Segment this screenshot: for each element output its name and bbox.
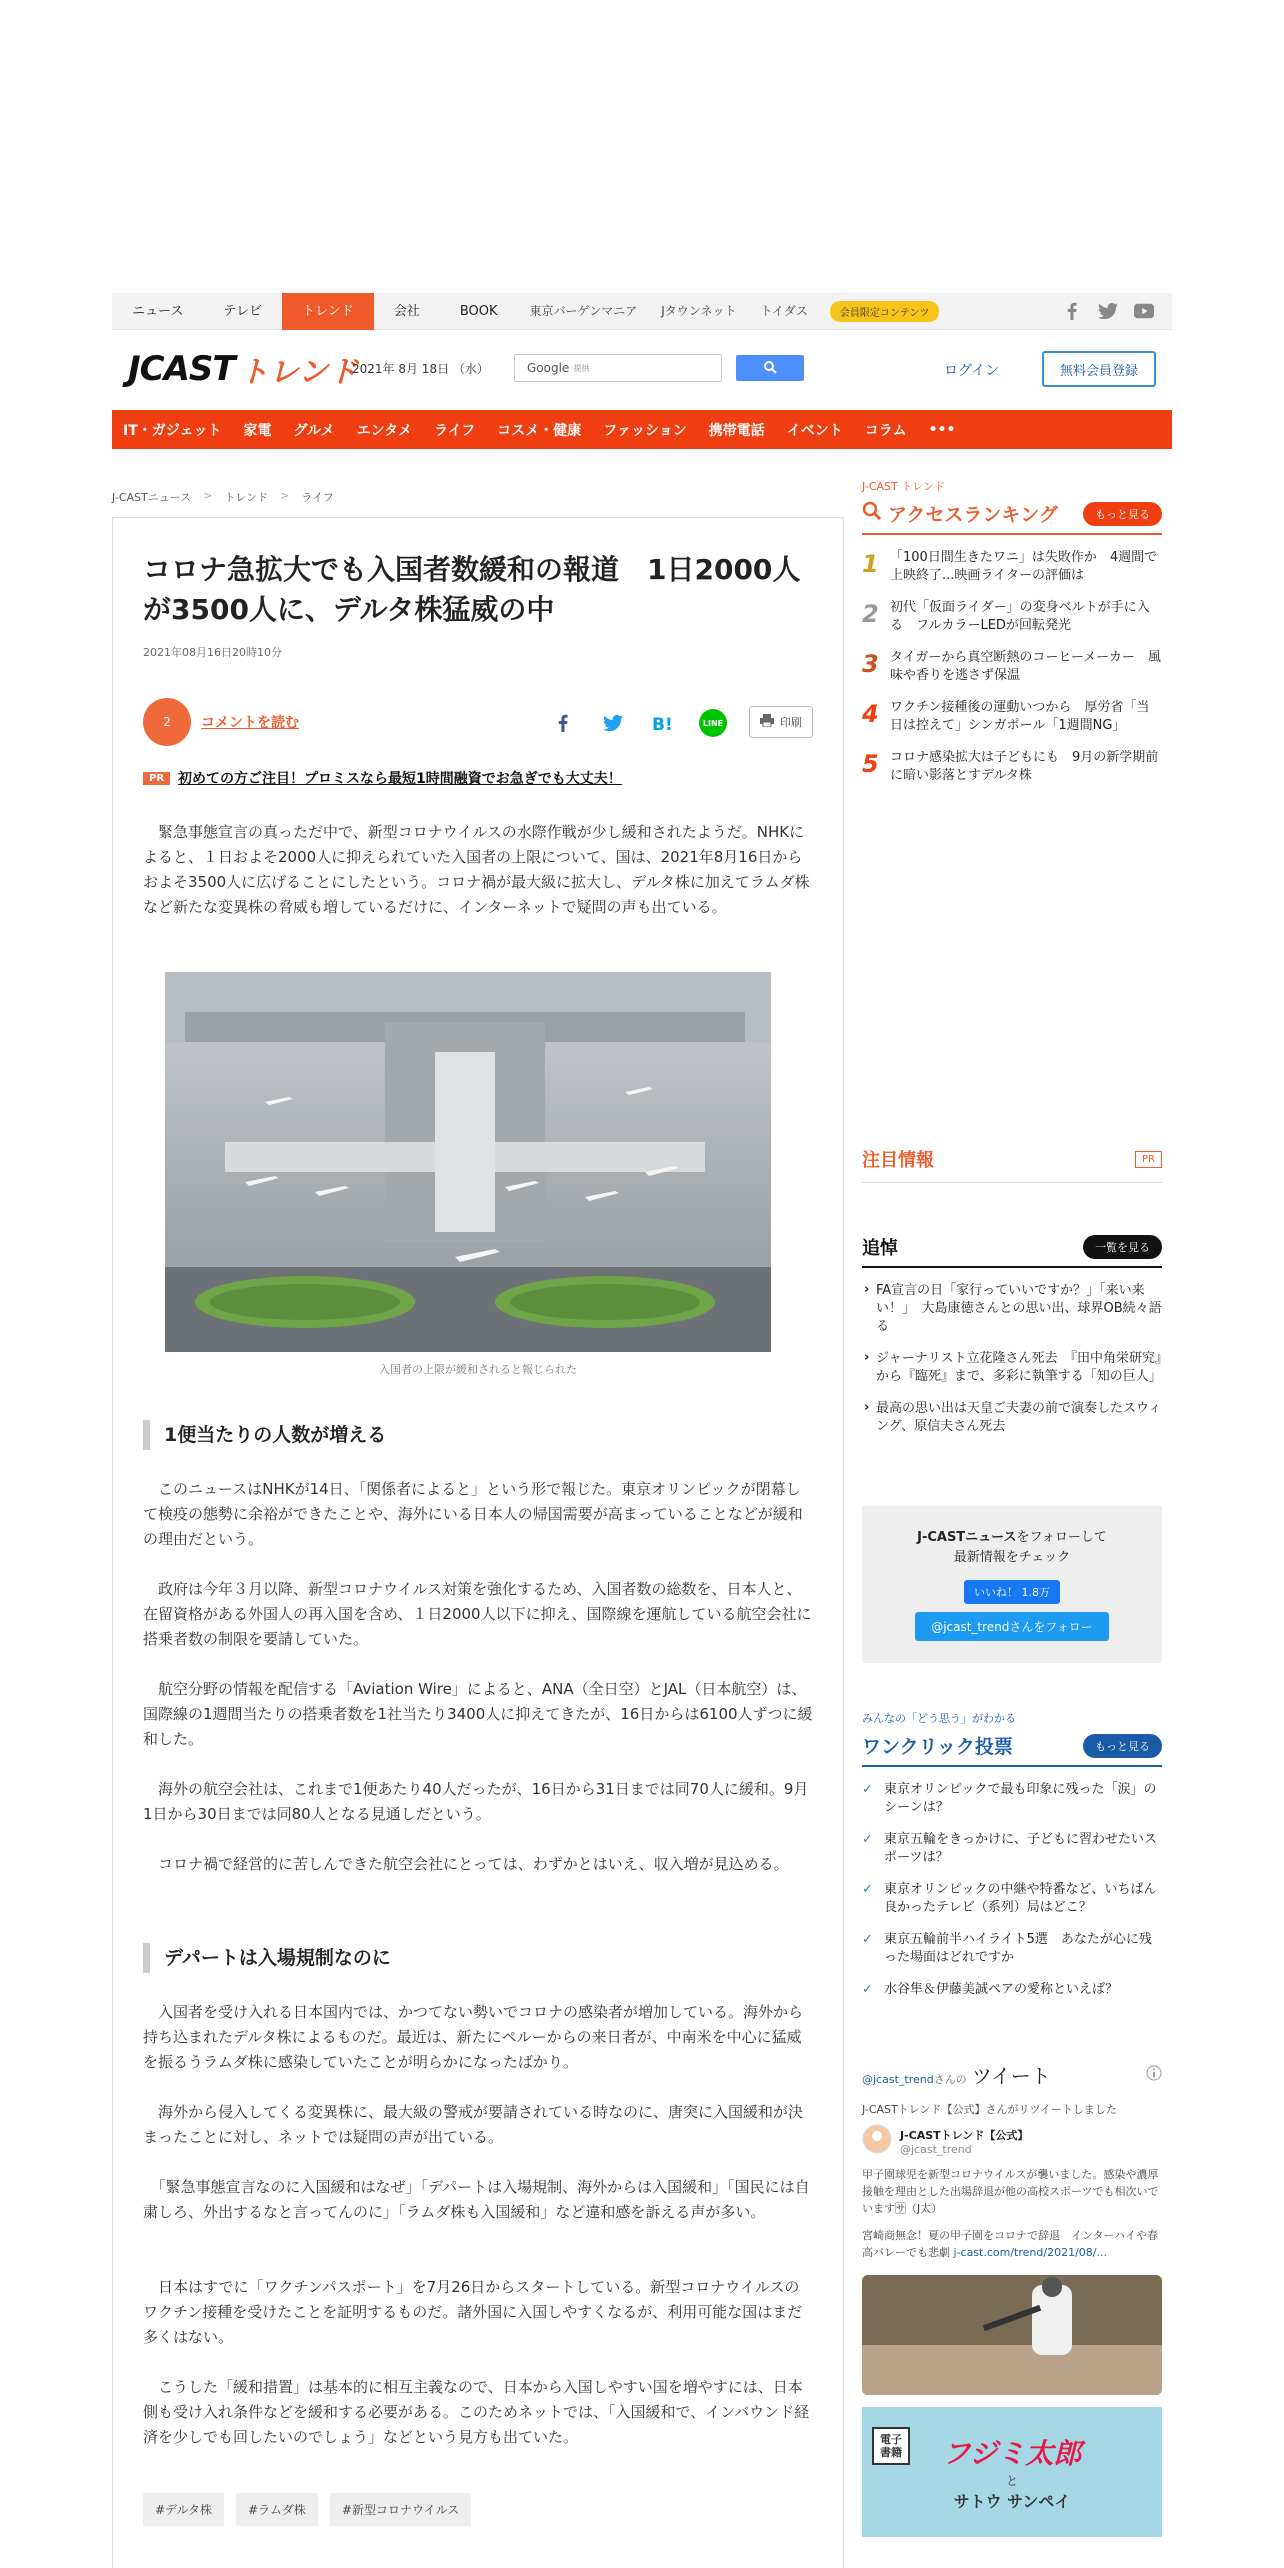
vote-header xyxy=(862,1732,1162,1767)
tag-list xyxy=(143,2493,471,2526)
vote-item[interactable] xyxy=(862,1881,1162,1917)
rank-number: 4 xyxy=(862,700,879,728)
check-icon: ✓ xyxy=(862,1932,873,1947)
tweet-word: ツイート xyxy=(971,2064,1051,2088)
tag-delta[interactable]: #デルタ株 xyxy=(143,2493,224,2526)
vote-text: 東京オリンピックの中継や特番など、いちばん良かったテレビ（系列）局はどこ？ xyxy=(884,1882,1157,1915)
article-paragraph: 政府は今年３月以降、新型コロナウイルス対策を強化するため、入国者数の総数を、日本人と、在留資格がある外国人の再入国を含め、１日2000人以下に抑え、国際線を運航している航空会社に搭乗者数の制限を要請していた。 xyxy=(143,1580,812,1648)
obituary-item[interactable]: › ジャーナリスト立花隆さん死去 『田中角栄研究』から『臨死』まで、多彩に執筆する「知の巨人」 xyxy=(862,1350,1162,1386)
nav-tv[interactable]: テレビ xyxy=(223,303,263,319)
tweet-user-link[interactable]: @jcast_trend xyxy=(862,2073,934,2086)
ranking-item[interactable] xyxy=(862,599,1162,635)
category-fashion[interactable]: ファッション xyxy=(603,422,687,439)
ranking-more-button[interactable]: もっと見る xyxy=(1083,502,1162,526)
ranking-header xyxy=(862,500,1162,535)
section-heading: 1便当たりの人数が増える xyxy=(143,1420,813,1450)
rank-text: コロナ感染拡大は子どもにも 9月の新学期前に暗い影落とすデルタ株 xyxy=(890,750,1159,783)
pr-ad-line xyxy=(143,768,622,788)
tweet-suffix: さんの xyxy=(933,2073,967,2086)
article-title: コロナ急拡大でも入国者数緩和の報道 1日2000人が3500人に、デルタ株猛威の中 xyxy=(143,553,801,626)
obituary-title: 追悼 xyxy=(862,1238,898,1259)
ad-sub: と xyxy=(1005,2474,1018,2488)
nav-j-town-net[interactable]: Jタウンネット xyxy=(661,303,737,318)
member-content-badge[interactable]: 会員限定コンテンツ xyxy=(830,301,940,322)
site-logo[interactable] xyxy=(128,346,358,392)
category-it-gadget[interactable]: IT・ガジェット xyxy=(123,422,222,439)
ebook-badge: 電子書籍 xyxy=(872,2427,910,2465)
article-paragraph: 海外の航空会社は、これまで1便あたり40人だったが、16日から31日までは同70人に緩和。9月1日から30日までは同80人となる見通しだという。 xyxy=(143,1780,809,1823)
nav-company[interactable]: 会社 xyxy=(393,303,420,319)
attention-title: 注目情報 xyxy=(862,1150,934,1171)
category-cosme-health[interactable]: コスメ・健康 xyxy=(497,422,582,439)
vote-text: 水谷隼＆伊藤美誠ペアの愛称といえば？ xyxy=(884,1982,1119,1997)
vote-title: ワンクリック投票 xyxy=(862,1736,1013,1758)
current-date: 2021年 8月 18日 （水） xyxy=(352,362,489,376)
ranking-item[interactable] xyxy=(862,699,1162,735)
vote-item[interactable] xyxy=(862,1931,1162,1967)
tweet-author-info xyxy=(900,2127,1028,2156)
photo-caption: 入国者の上限が緩和されると報じられた xyxy=(379,1363,577,1376)
tweet-author[interactable] xyxy=(862,2124,1162,2158)
rank-text: ワクチン接種後の運動いつから 厚労省「当日は控えて」シンガポール「1週間NG」 xyxy=(890,700,1150,733)
hatena-bookmark-icon[interactable] xyxy=(648,708,678,738)
ranking-icon xyxy=(862,501,882,526)
attention-header xyxy=(862,1146,1162,1183)
vote-text: 東京五輪前半ハイライト5選 あなたが心に残った場面はどれですか xyxy=(884,1932,1152,1965)
search-icon xyxy=(764,359,777,378)
airport-photo[interactable] xyxy=(165,972,771,1352)
print-button[interactable] xyxy=(749,706,813,738)
category-mobile[interactable]: 携帯電話 xyxy=(708,422,765,439)
article-paragraph: 航空分野の情報を配信する「Aviation Wire」によると、ANA（全日空）とJAL（日本航空）は、国際線の1週間当たりの搭乗者数を1社当たり3400人に抑えてきたが、16日からは6100人ずつに緩和した。 xyxy=(143,1680,813,1748)
follow-text: をフォローして xyxy=(1016,1530,1107,1545)
ad-text xyxy=(943,2432,1082,2512)
facebook-like-button[interactable]: いいね！ 1.8万 xyxy=(964,1580,1060,1604)
avatar xyxy=(862,2124,892,2158)
ranking-label: J-CAST トレンド xyxy=(862,480,945,493)
logo-jcast: JCAST xyxy=(128,349,235,389)
nav-trend[interactable]: トレンド xyxy=(282,293,374,330)
tag-lambda[interactable]: #ラムダ株 xyxy=(236,2493,318,2526)
breadcrumb-life[interactable]: ライフ xyxy=(301,491,334,504)
comment-icon[interactable] xyxy=(143,698,191,746)
follow-brand: J-CASTニュース xyxy=(917,1530,1017,1545)
ranking-item[interactable] xyxy=(862,749,1162,785)
line-share-icon[interactable] xyxy=(698,708,728,738)
check-icon: ✓ xyxy=(862,1832,873,1847)
tweet-author-handle: @jcast_trend xyxy=(900,2142,972,2156)
pr-ad-link[interactable]: 初めての方ご注目！プロミスなら最短1時間融資でお急ぎでも大丈夫！ xyxy=(178,771,622,787)
tweet-header xyxy=(862,2060,1162,2089)
tweet-link-title: 宮崎商無念！夏の甲子園をコロナで辞退 インターハイや春高バレーでも悲劇 xyxy=(862,2229,1159,2259)
twitter-follow-button[interactable]: @jcast_trendさんをフォロー xyxy=(915,1612,1109,1641)
rank-number: 5 xyxy=(862,750,879,778)
article-paragraph: 日本はすでに「ワクチンパスポート」を7月26日からスタートしている。新型コロナウイルスのワクチン接種を受けたことを証明するものだ。諸外国に入国しやすくなるが、利用可能な国はまだ多くはない。 xyxy=(143,2278,803,2346)
print-label: 印刷 xyxy=(780,716,802,729)
search-button[interactable] xyxy=(736,355,804,381)
search-input[interactable] xyxy=(514,354,722,382)
logo-trend: トレンド xyxy=(238,355,358,390)
ranking-item[interactable] xyxy=(862,649,1162,685)
breadcrumb-separator: > xyxy=(280,489,290,502)
search-provided-label: 提供 xyxy=(573,363,590,373)
rank-text: 初代「仮面ライダー」の変身ベルトが手に入る フルカラーLEDが回転発光 xyxy=(890,600,1150,633)
article-paragraph: コロナ禍で経営的に苦しんできた航空会社にとっては、わずかとはいえ、収入増が見込める。 xyxy=(143,1855,789,1873)
info-icon[interactable] xyxy=(1146,2065,1162,2085)
book-ad-banner[interactable] xyxy=(862,2407,1162,2537)
tweet-text: 甲子園球児を新型コロナウイルスが襲いました。感染や濃厚接触を理由とした出場辞退が他の高校スポーツでも相次いでいます🈂（J太） xyxy=(862,2168,1159,2215)
article-paragraph: 入国者を受け入れる日本国内では、かつてない勢いでコロナの感染者が増加している。海外から持ち込まれたデルタ株によるものだ。最近は、新たにペルーからの来日者が、中南米を中心に猛威を振るうラムダ株に感染していたことが明らかになったばかり。 xyxy=(143,2003,804,2071)
breadcrumb-trend[interactable]: トレンド xyxy=(224,491,269,504)
share-buttons xyxy=(548,708,728,738)
tweet-link-wrap xyxy=(862,2227,1162,2261)
ad-author: サトウ サンペイ xyxy=(953,2492,1071,2511)
article-paragraph: 海外から侵入してくる変異株に、最大級の警戒が要請されている時なのに、唐突に入国緩和が決まったことに対し、ネットでは疑問の声が出ている。 xyxy=(143,2103,804,2146)
vote-item[interactable] xyxy=(862,1781,1162,1817)
category-entertainment[interactable]: エンタメ xyxy=(356,422,413,439)
tweet-link[interactable]: j-cast.com/trend/2021/08/... xyxy=(953,2246,1107,2259)
breadcrumb xyxy=(112,489,334,505)
comment-count: 2 xyxy=(163,715,171,729)
follow-box xyxy=(862,1506,1162,1663)
ranking-title-wrap xyxy=(862,500,1058,527)
pr-badge: PR xyxy=(143,772,170,785)
check-icon: ✓ xyxy=(862,1982,873,1997)
section-heading: デパートは入場規制なのに xyxy=(143,1943,813,1973)
comment-area xyxy=(143,698,299,746)
login-link[interactable]: ログイン xyxy=(944,363,1000,379)
ad-title: フジミ太郎 xyxy=(942,2437,1082,2470)
rank-number: 1 xyxy=(862,550,879,578)
category-bar xyxy=(112,410,1172,449)
twitter-share-icon[interactable] xyxy=(598,708,628,738)
article-paragraph: このニュースはNHKが14日、「関係者によると」という形で報じた。東京オリンピックが閉幕して検疫の態勢に余裕ができたことや、海外にいる日本人の帰国需要が高まっていることなどが緩和の理由だという。 xyxy=(143,1480,803,1548)
breadcrumb-jcast-news[interactable]: J-CASTニュース xyxy=(112,491,192,504)
ranking-item[interactable] xyxy=(862,549,1162,585)
obituary-header xyxy=(862,1234,1162,1268)
category-life[interactable]: ライフ xyxy=(434,422,476,439)
check-icon: ✓ xyxy=(862,1882,873,1897)
nav-news[interactable]: ニュース xyxy=(132,303,184,319)
vote-item[interactable] xyxy=(862,1831,1162,1867)
vote-label: みんなの「どう思う」がわかる xyxy=(862,1712,1016,1725)
svg-text:LINE: LINE xyxy=(702,719,724,728)
category-column[interactable]: コラム xyxy=(864,422,907,439)
obituary-item[interactable]: › FA宣言の日「家行っていいですか？」「来い来い！」 大島康徳さんとの思い出、球界OB続々語る xyxy=(862,1282,1162,1336)
follow-title xyxy=(880,1528,1144,1568)
tweet-author-name: J-CASTトレンド【公式】 xyxy=(900,2128,1029,2142)
facebook-icon[interactable] xyxy=(1062,301,1082,321)
article-date: 2021年08月16日20時10分 xyxy=(143,646,282,659)
ranking-title: アクセスランキング xyxy=(888,504,1058,526)
vote-item[interactable] xyxy=(862,1981,1162,1999)
breadcrumb-separator: > xyxy=(203,489,213,502)
printer-icon xyxy=(760,714,774,730)
nav-book[interactable]: BOOK xyxy=(459,303,498,319)
category-appliance[interactable]: 家電 xyxy=(243,422,272,439)
tweet-widget xyxy=(862,2060,1162,2537)
tweet-header-left xyxy=(862,2060,1051,2089)
nav-bargain-mania[interactable]: 東京バーゲンマニア xyxy=(529,303,638,318)
follow-subtext: 最新情報をチェック xyxy=(953,1550,1071,1565)
article-paragraph: 「緊急事態宣言なのに入国緩和はなぜ」「デパートは入場規制、海外からは入国緩和」「国民には自粛しろ、外出するなと言ってんのに」「ラムダ株も入国緩和」など違和感を訴える声が多い。 xyxy=(143,2178,810,2221)
obituary-list-button[interactable]: 一覧を見る xyxy=(1083,1235,1162,1259)
article xyxy=(112,517,844,2568)
rank-text: 「100日間生きたワニ」は失敗作か 4週間で上映終了...映画ライターの評価は xyxy=(890,550,1158,583)
read-comments-link[interactable]: コメントを読む xyxy=(201,715,299,731)
twitter-icon[interactable] xyxy=(1098,301,1118,321)
youtube-icon[interactable] xyxy=(1134,301,1154,321)
search-google-label: Google xyxy=(527,361,570,375)
rank-text: タイガーから真空断熱のコーヒーメーカー 風味や香りを逃さず保温 xyxy=(890,650,1161,683)
top-nav xyxy=(112,293,1172,330)
vote-more-button[interactable]: もっと見る xyxy=(1083,1734,1162,1758)
check-icon: ✓ xyxy=(862,1782,873,1797)
tag-covid[interactable]: #新型コロナウイルス xyxy=(330,2493,471,2526)
attention-pr-badge: PR xyxy=(1135,1151,1162,1168)
ranking-widget xyxy=(862,478,1162,785)
rank-number: 3 xyxy=(862,650,879,678)
retweet-note: J-CASTトレンド【公式】さんがリツイートしました xyxy=(862,2103,1117,2116)
vote-text: 東京五輪をきっかけに、子どもに習わせたいスポーツは？ xyxy=(884,1832,1158,1865)
social-links xyxy=(1062,301,1172,321)
svg-text:B!: B! xyxy=(652,715,673,732)
tweet-image[interactable] xyxy=(862,2275,1162,2395)
vote-widget xyxy=(862,1710,1162,1999)
register-button[interactable]: 無料会員登録 xyxy=(1042,351,1156,387)
obituary-item[interactable]: › 最高の思い出は天皇ご夫妻の前で演奏したスウィング、原信夫さん死去 xyxy=(862,1400,1162,1436)
vote-text: 東京オリンピックで最も印象に残った「涙」のシーンは？ xyxy=(884,1782,1157,1815)
facebook-share-icon[interactable] xyxy=(548,708,578,738)
obituary-widget xyxy=(862,1234,1162,1436)
category-more[interactable]: ••• xyxy=(928,421,956,438)
rank-number: 2 xyxy=(862,600,879,628)
category-event[interactable]: イベント xyxy=(786,422,843,439)
nav-toidas[interactable]: トイダス xyxy=(760,303,808,318)
article-paragraph: 緊急事態宣言の真っただ中で、新型コロナウイルスの水際作戦が少し緩和されたようだ。NHKによると、１日およそ2000人に抑えられていた入国者の上限について、国は、2021年8月16日からおよそ3500人に広げることにしたという。コロナ禍が最大級に拡大し、デルタ株に加えてラムダ株など新たな変異株の脅威も増しているだけに、インターネットで疑問の声も出ている。 xyxy=(143,823,810,916)
category-gourmet[interactable]: グルメ xyxy=(293,422,335,439)
article-paragraph: こうした「緩和措置」は基本的に相互主義なので、日本から入国しやすい国を増やすには、日本側も受け入れ条件などを緩和する必要がある。このためネットでは、「入国緩和で、インバウンド経済を少しでも回したいのでしょう」などという見方も出ていた。 xyxy=(143,2378,810,2446)
